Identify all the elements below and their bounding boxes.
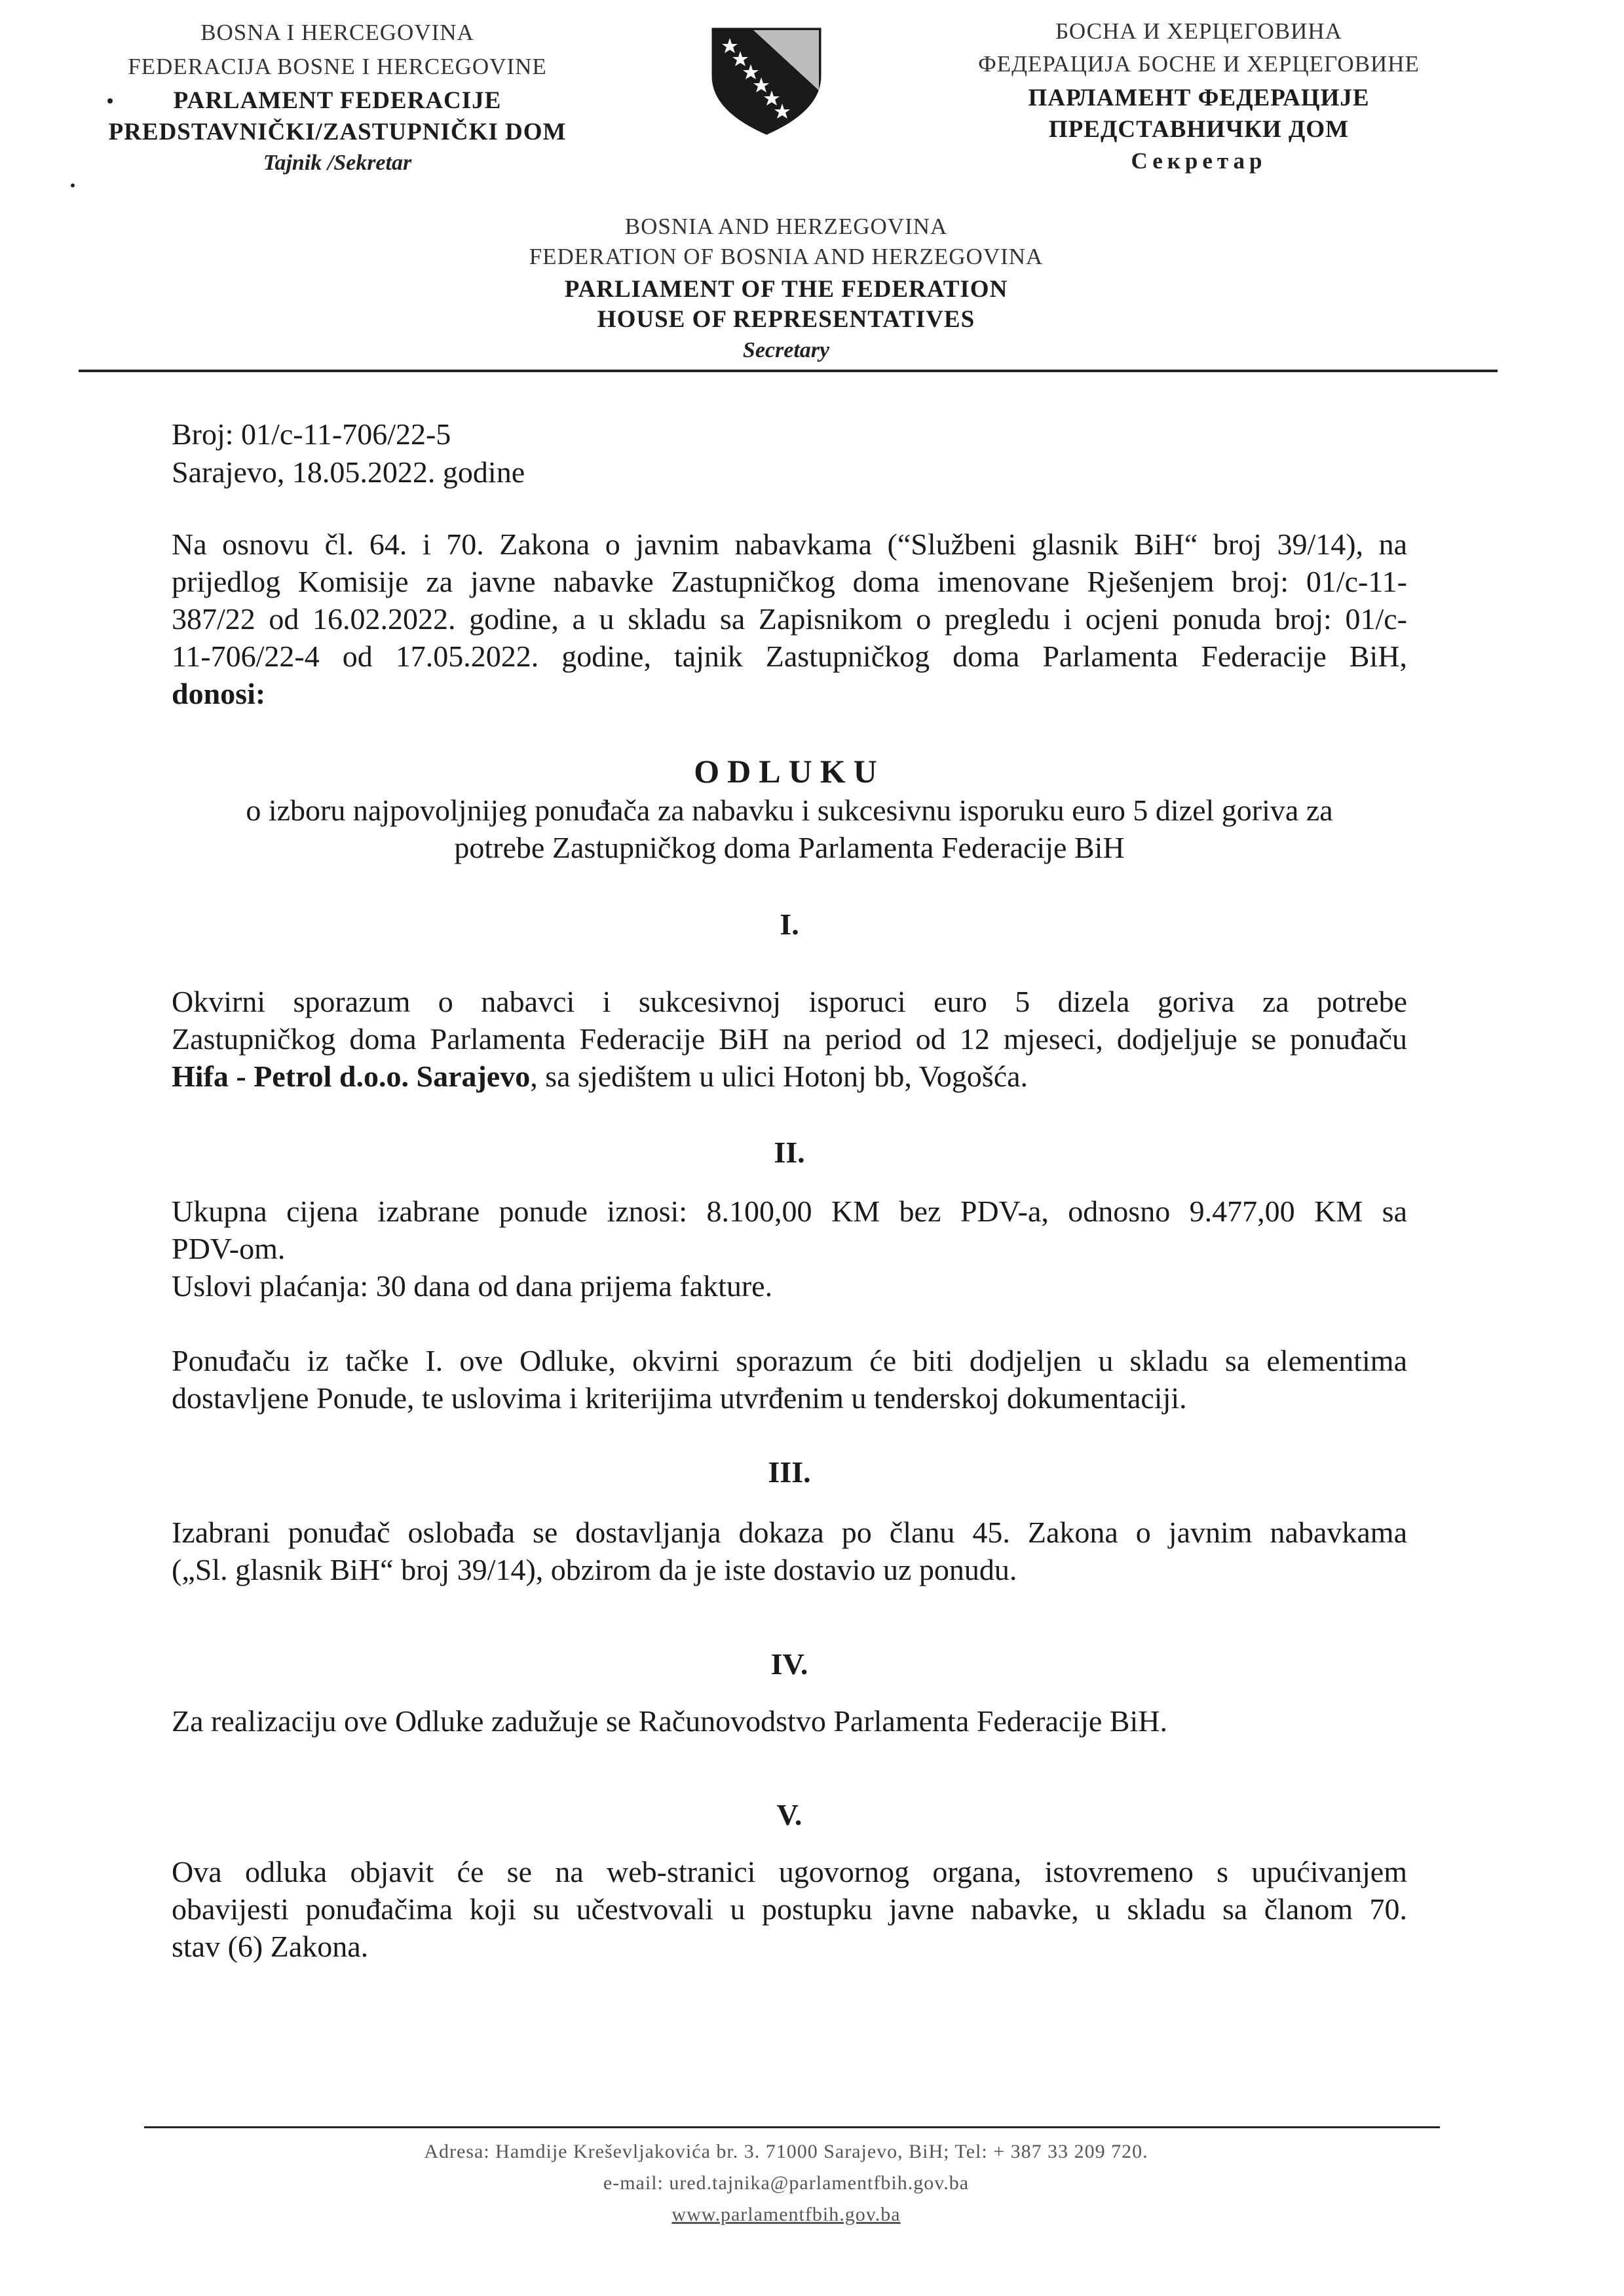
awarded-company: Hifa - Petrol d.o.o. Sarajevo (172, 1060, 531, 1093)
decision-title: ODLUKU (694, 753, 885, 790)
section-heading-1: I. (780, 908, 799, 941)
header-center-house: HOUSE OF REPRESENTATIVES (597, 306, 975, 333)
section-2-price-line: Ukupna cijena izabrane ponude iznosi: 8.100,00 KM bez PDV-a, odnosno 9.477,00 KM sa (172, 1195, 1407, 1228)
section-heading-3: III. (768, 1455, 811, 1489)
scan-mark (107, 98, 113, 104)
intro-line: Na osnovu čl. 64. i 70. Zakona o javnim nabavkama (“Službeni glasnik BiH“ broj 39/14), na (172, 527, 1407, 561)
header-left-secretary: Tajnik /Sekretar (263, 151, 412, 175)
section-5-line: Ova odluka objavit će se na web-stranici ugovornog organa, istovremeno s upućivanjem (172, 1855, 1407, 1888)
section-2-award-line: Ponuđaču iz tačke I. ove Odluke, okvirni sporazum će biti dodjeljen u skladu sa elementima (172, 1344, 1407, 1377)
footer-address: Adresa: Hamdije Kreševljakovića br. 3. 71000 Sarajevo, BiH; Tel: + 387 33 209 720. (424, 2141, 1148, 2162)
footer-email[interactable]: e-mail: ured.tajnika@parlamentfbih.gov.ba (603, 2172, 970, 2194)
header-center-secretary: Secretary (742, 338, 830, 362)
section-3-line: („Sl. glasnik BiH“ broj 39/14), obzirom da je iste dostavio uz ponudu. (172, 1553, 1017, 1586)
header-center-country: BOSNIA AND HERZEGOVINA (624, 214, 948, 239)
section-2-price-line: PDV-om. (172, 1232, 286, 1265)
section-heading-4: IV. (770, 1647, 808, 1681)
intro-line: 11-706/22-4 od 17.05.2022. godine, tajnik Zastupničkog doma Parlamenta Federacije BiH, (172, 640, 1407, 673)
section-2-award-line: dostavljene Ponude, te uslovima i kriterijima utvrđenim u tenderskoj dokumentaciji. (172, 1381, 1187, 1415)
company-address: , sa sjedištem u ulici Hotonj bb, Vogošća. (530, 1060, 1029, 1093)
intro-verb: donosi: (172, 677, 266, 710)
section-heading-5: V. (776, 1798, 803, 1831)
section-1-line (172, 1058, 1407, 1095)
header-right-house: ПРЕДСТАВНИЧКИ ДОМ (1048, 116, 1350, 143)
header-center-federation: FEDERATION OF BOSNIA AND HERZEGOVINA (529, 244, 1044, 269)
footer-website-row (262, 2199, 1310, 2230)
header-right-parliament: ПАРЛАМЕНТ ФЕДЕРАЦИЈЕ (1028, 85, 1370, 111)
intro-line: 387/22 od 16.02.2022. godine, a u skladu sa Zapisnikom o pregledu i ocjeni ponuda broj: 01/c- (172, 602, 1407, 636)
section-2-payment: Uslovi plaćanja: 30 dana od dana prijema fakture. (172, 1269, 773, 1303)
scan-mark (71, 183, 75, 187)
header-left-parliament: PARLAMENT FEDERACIJE (173, 87, 502, 114)
section-5-line: stav (6) Zakona. (172, 1930, 369, 1963)
header-center-parliament: PARLIAMENT OF THE FEDERATION (564, 276, 1008, 303)
section-5-line: obavijesti ponuđačima koji su učestvovali u postupku javne nabavke, u skladu sa članom 70. (172, 1892, 1407, 1926)
section-4-line: Za realizaciju ove Odluke zadužuje se Računovodstvo Parlamenta Federacije BiH. (172, 1704, 1167, 1738)
section-1-line: Zastupničkog doma Parlamenta Federacije BiH na period od 12 mjeseci, dodjeljuje se ponuđaču (172, 1022, 1407, 1056)
footer-divider (144, 2126, 1440, 2128)
header-divider (79, 370, 1498, 372)
section-1-line: Okvirni sporazum o nabavci i sukcesivnoj isporuci euro 5 dizela goriva za potrebe (172, 985, 1407, 1018)
header-left-country: BOSNA I HERCEGOVINA (200, 20, 474, 45)
header-left-house: PREDSTAVNIČKI/ZASTUPNIČKI DOM (108, 119, 567, 145)
document-number: Broj: 01/c-11-706/22-5 (172, 417, 451, 451)
section-3-line: Izabrani ponuđač oslobađa se dostavljanja dokaza po članu 45. Zakona o javnim nabavkama (172, 1516, 1407, 1549)
intro-line: prijedlog Komisije za javne nabavke Zastupničkog doma imenovane Rješenjem broj: 01/c-11- (172, 565, 1407, 598)
header-right-country: БОСНА И ХЕРЦЕГОВИНА (1055, 18, 1342, 44)
coat-of-arms-emblem (708, 25, 825, 136)
document-place-date: Sarajevo, 18.05.2022. godine (172, 455, 525, 489)
decision-subtitle-line: o izboru najpovoljnijeg ponuđača za nabavku i sukcesivnu isporuku euro 5 dizel goriva za (246, 794, 1333, 827)
header-left-federation: FEDERACIJA BOSNE I HERCEGOVINE (128, 54, 547, 79)
decision-subtitle-line: potrebe Zastupničkog doma Parlamenta Federacije BiH (454, 831, 1125, 864)
footer-website-link[interactable]: www.parlamentfbih.gov.ba (671, 2204, 901, 2225)
header-right-secretary: Секретар (1131, 148, 1267, 174)
header-right-federation: ФЕДЕРАЦИЈА БОСНЕ И ХЕРЦЕГОВИНЕ (978, 51, 1420, 77)
section-heading-2: II. (774, 1136, 805, 1169)
